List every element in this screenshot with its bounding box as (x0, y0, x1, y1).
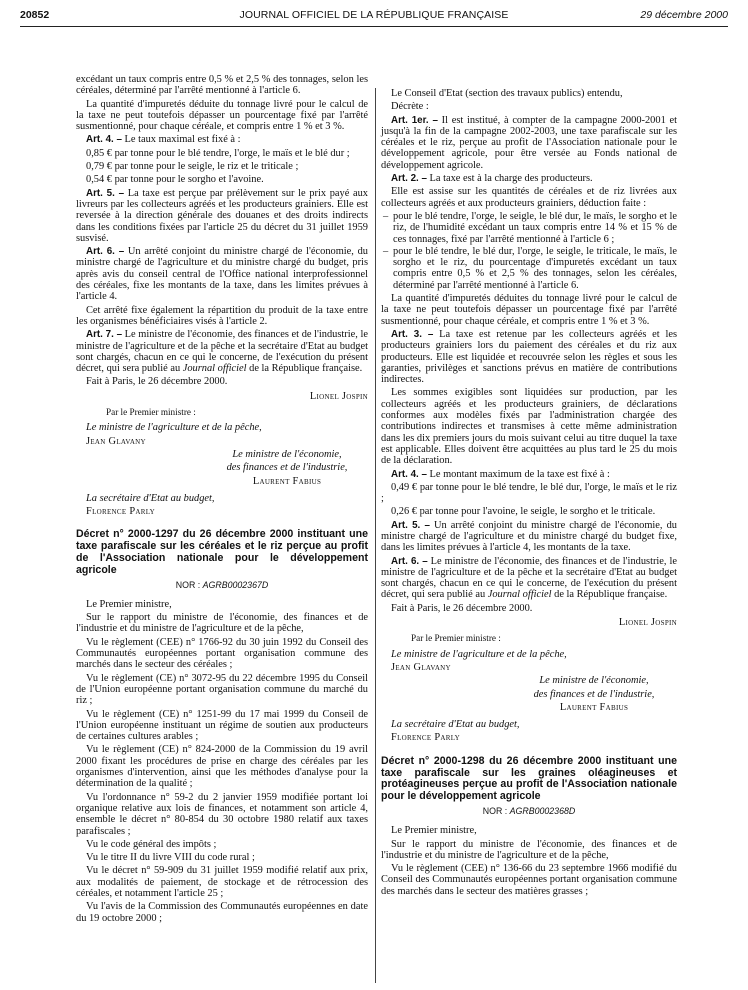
article-label: Art. 7. – (86, 329, 123, 341)
decrete: Décrète : (391, 101, 429, 113)
paragraph: La quantité d'impuretés déduites du tonnage livré pour le calcul de la taxe ne peut toutefois dépasser un pourcentage fixé par l'arrêté susmentionné, pour chaque céréale, et compris entre 1 % et 3 %. (381, 293, 677, 327)
article-label: Art. 1er. – (391, 114, 438, 126)
article-label: Art. 4. – (391, 468, 427, 480)
page-header (20, 6, 728, 26)
signature-economy: Le ministre de l'économie, des finances et de l'industrie, Laurent Fabius (226, 448, 348, 487)
fait-a-paris: Fait à Paris, le 26 décembre 2000. (391, 602, 533, 614)
article-5: Art. 5. – La taxe est perçue par prélèvement sur le prix payé aux livreurs par les collecteurs agréés et les producteurs grainiers. Elle est reversée à la direction générale des douanes et des droits indirects dans les conditions fixées par l'article 25 du décret du 31 juillet 1959 susvisé. (76, 187, 368, 244)
signature-prime-minister: Lionel Jospin (309, 390, 368, 402)
visa: Le Premier ministre, (86, 598, 172, 610)
article-3: Art. 3. – La taxe est retenue par les collecteurs agréés et les producteurs grainiers lors du paiement des céréales et du riz aux producteurs. Elle est liquidée et recouvrée selon les règles et sous les garanties, privilèges et sanctions prévus en matière de contributions indirectes. (381, 328, 677, 386)
issue-date: 29 décembre 2000 (640, 9, 728, 21)
decree-title: Décret n° 2000-1297 du 26 décembre 2000 instituant une taxe parafiscale sur les céréales et le riz perçue au profit de l'Association nationale pour le développement agricole (76, 528, 368, 576)
budget-secretary-title: La secrétaire d'Etat au budget, (391, 719, 520, 731)
paragraph: La quantité d'impuretés déduite du tonnage livré pour le calcul de la taxe ne peut toutefois dépasser un pourcentage fixé par l'arrêté susmentionné, pour chaque céréale, et compris entre 1 % et 3 %. (76, 98, 368, 133)
visa: Vu le règlement (CEE) n° 136-66 du 23 septembre 1966 modifié du Conseil des Communautés européennes portant organisation commune des marchés dans le secteur des matières grasses ; (381, 863, 677, 897)
minister-agriculture-title: Le ministre de l'agriculture et de la pêche, (391, 648, 567, 660)
paragraph: Les sommes exigibles sont liquidées sur production, par les collecteurs agréés et les producteurs grainiers, de déclarations conformes aux modèles fixés par l'administration chargée des contributions indirectes et transmises à cette même administration dans les dix premiers jours du mois suivant celui au titre duquel la taxe est applicable. Elles doivent être acquittées au plus tard le 25 du mois de la déclaration. (381, 387, 677, 467)
signature-intro: Par le Premier ministre : (411, 633, 501, 644)
article-label: Art. 6. – (391, 555, 428, 567)
list-item: – pour le blé tendre, l'orge, le seigle, le blé dur, le maïs, le sorgho et le riz, de l'humidité excédant un taux compris entre 14 % et 15 % de ces tonnages, fixé par l'arrêté mentionné à l'article 6 ; (393, 211, 677, 245)
visa: Vu le règlement (CE) n° 1251-99 du 17 mai 1999 du Conseil de l'Union européenne instituant un régime de soutien aux producteurs de certaines cultures arables ; (76, 708, 368, 743)
visa: Vu le règlement (CE) n° 3072-95 du 22 décembre 1995 du Conseil de l'Union européenne portant organisation commune du marché du riz ; (76, 672, 368, 707)
list-item: – pour le blé tendre, le blé dur, l'orge, le seigle, le triticale, le maïs, le sorgho et le riz, du pourcentage d'impuretés excédant un taux compris entre 0,5 % et 2,5 % des tonnages, selon les céréales, déterminé par l'arrêté mentionné à l'article 6. (393, 246, 677, 291)
article-label: Art. 5. – (86, 187, 125, 199)
visa: Vu l'avis de la Commission des Communautés européennes en date du 19 octobre 2000 ; (76, 901, 368, 924)
article-label: Art. 5. – (391, 519, 430, 531)
paragraph: Le Conseil d'Etat (section des travaux publics) entendu, (391, 88, 623, 99)
article-6: Art. 6. – Un arrêté conjoint du ministre chargé de l'économie, du ministre chargé de l'agriculture et du ministre chargé du budget, pris après avis du conseil central de l'Office national interprofessionnel des céréales, fixe les montants de la taxe, dans les limites prévues à l'article 4. (76, 246, 369, 303)
budget-secretary-title: La secrétaire d'Etat au budget, (86, 492, 215, 504)
rate-line: 0,49 € par tonne pour le blé tendre, le blé dur, l'orge, le maïs et le riz ; (381, 481, 677, 505)
signature-intro: Par le Premier ministre : (106, 407, 196, 418)
journal-title: JOURNAL OFFICIEL DE LA RÉPUBLIQUE FRANÇAISE (239, 9, 509, 21)
rate-line: 0,85 € par tonne pour le blé tendre, l'orge, le maïs et le blé dur ; (86, 147, 350, 159)
minister-agriculture-title: Le ministre de l'agriculture et de la pêche, (86, 422, 262, 434)
paragraph: excédant un taux compris entre 0,5 % et 2,5 % des tonnages, selon les céréales, déterminé par l'arrêté mentionné à l'article 6. (76, 74, 368, 97)
budget-secretary-name: Florence Parly (86, 506, 155, 518)
deduction-list (381, 211, 677, 291)
visa: Vu le règlement (CE) n° 824-2000 de la Commission du 19 avril 2000 fixant les procédures de prise en charge des céréales par les organismes d'intervention, ainsi que les méthodes d'analyse pour la détermination de la qualité ; (76, 744, 368, 790)
visa: Vu le code général des impôts ; (86, 838, 217, 850)
article-label: Art. 4. – (86, 134, 122, 146)
article-1: Art. 1er. – Il est institué, à compter de la campagne 2000-2001 et jusqu'à la fin de la campagne 2002-2003, une taxe parafiscale sur les céréales et le riz, perçue au profit de l'Association nationale pour le développement agricole, pour être versée au Fonds national de développement agricole. (381, 114, 677, 171)
article-label: Art. 3. – (391, 328, 434, 340)
header-rule (20, 26, 728, 27)
minister-agriculture-name: Jean Glavany (86, 435, 146, 447)
signature-prime-minister: Lionel Jospin (618, 617, 677, 629)
visa: Vu l'ordonnance n° 59-2 du 2 janvier 1959 modifiée portant loi organique relative aux lois de finances, et notamment son article 4, ensemble le décret n° 80-854 du 30 octobre 1980 relatif aux taxes parafiscales ; (76, 791, 368, 837)
visa: Sur le rapport du ministre de l'économie, des finances et de l'industrie et du ministre de l'agriculture et de la pêche, (76, 612, 368, 635)
visa: Vu le titre II du livre VIII du code rural ; (86, 852, 255, 864)
paragraph: Cet arrêté fixe également la répartition du produit de la taxe entre les organismes bénéficiaires visés à l'article 2. (76, 304, 368, 327)
signature-economy: Le ministre de l'économie, des finances et de l'industrie, Laurent Fabius (533, 675, 655, 713)
article-4: Art. 4. – Le taux maximal est fixé à : (86, 134, 241, 146)
visa: Sur le rapport du ministre de l'économie, des finances et de l'industrie et du ministre de l'agriculture et de la pêche, (381, 838, 677, 861)
budget-secretary-name: Florence Parly (391, 732, 460, 744)
right-column (381, 30, 677, 899)
fait-a-paris: Fait à Paris, le 26 décembre 2000. (86, 376, 228, 388)
article-label: Art. 2. – (391, 173, 427, 185)
visa: Vu le règlement (CEE) n° 1766-92 du 30 juin 1992 du Conseil des Communautés européennes portant organisation commune des marchés dans le secteur des céréales ; (76, 636, 368, 671)
article-5: Art. 5. – Un arrêté conjoint du ministre chargé de l'économie, du ministre chargé de l'agriculture et du ministre chargé du budget fixe, dans les limites prévues à l'article 4, les montants de la taxe. (381, 519, 677, 554)
paragraph: Elle est assise sur les quantités de céréales et de riz livrées aux collecteurs agréés et aux producteurs grainiers, déduction faite : (381, 186, 677, 209)
rate-line: 0,54 € par tonne pour le sorgho et l'avoine. (86, 174, 264, 186)
nor-reference: NOR : AGRB0002367D (175, 579, 269, 590)
article-7: Art. 7. – Le ministre de l'économie, des finances et de l'industrie, le ministre de l'agriculture et de la pêche et la secrétaire d'Etat au budget sont chargés, chacun en ce qui le concerne, de l'exécution du présent décret, qui sera publié au Journal officiel de la République française. (76, 329, 368, 375)
visa: Vu le décret n° 59-909 du 31 juillet 1959 modifié relatif aux prix, aux modalités de paiement, de stockage et de rétrocession des céréales, et notamment l'article 25 ; (76, 865, 368, 899)
article-6: Art. 6. – Le ministre de l'économie, des finances et de l'industrie, le ministre de l'agriculture et de la pêche et la secrétaire d'Etat au budget sont chargés, chacun en ce qui le concerne, de l'exécution du présent décret, qui sera publié au Journal officiel de la République française. (381, 555, 677, 601)
article-label: Art. 6. – (86, 246, 125, 258)
article-2: Art. 2. – La taxe est à la charge des producteurs. (391, 173, 593, 185)
page-number: 20852 (20, 9, 50, 21)
visa: Le Premier ministre, (391, 825, 477, 837)
decree-title: Décret n° 2000-1298 du 26 décembre 2000 instituant une taxe parafiscale sur les graines oléagineuses et protéagineuses perçue au profit de l'Association nationale pour le développement agricole (381, 754, 677, 803)
left-column (76, 30, 368, 926)
article-4: Art. 4. – Le montant maximum de la taxe est fixé à : (391, 468, 610, 480)
column-divider (375, 88, 376, 983)
rate-line: 0,26 € par tonne pour l'avoine, le seigle, le sorgho et le triticale. (391, 506, 656, 518)
nor-reference: NOR : AGRB0002368D (482, 805, 576, 816)
rate-line: 0,79 € par tonne pour le seigle, le riz et le triticale ; (86, 161, 299, 173)
minister-agriculture-name: Jean Glavany (391, 661, 451, 673)
